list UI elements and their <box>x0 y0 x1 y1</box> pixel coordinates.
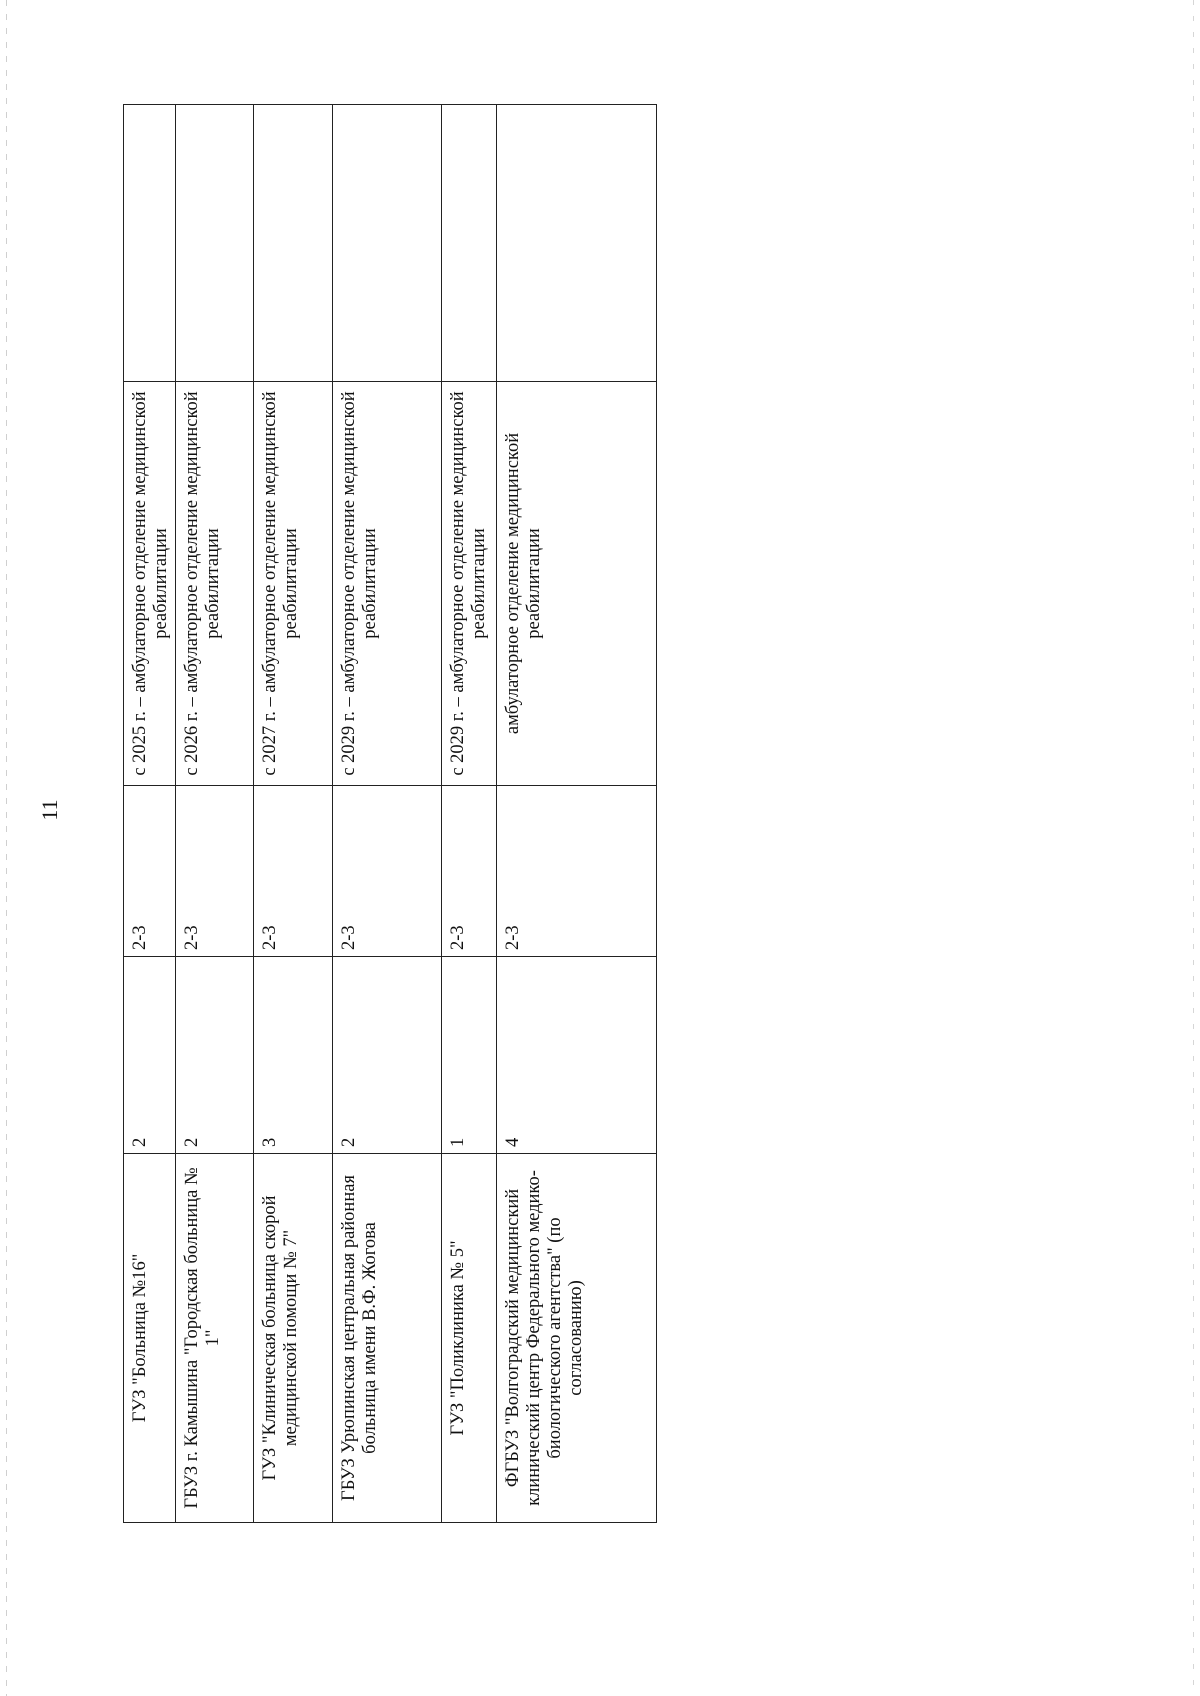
description-cell: амбулаторное отделение медицинской реабилитации <box>497 382 657 786</box>
page-number: 11 <box>37 799 62 821</box>
extra-cell <box>333 105 442 382</box>
description-cell: с 2025 г. – амбулаторное отделение медицинской реабилитации <box>124 382 176 786</box>
scan-edge-left <box>6 0 7 1696</box>
description-cell: с 2029 г. – амбулаторное отделение медицинской реабилитации <box>442 382 497 786</box>
org-cell: ГБУЗ г. Камышина "Городская больница № 1" <box>176 1154 254 1523</box>
count-cell: 4 <box>497 957 657 1154</box>
level-cell: 2-3 <box>497 786 657 957</box>
table-row <box>497 105 657 1523</box>
table-row <box>442 105 497 1523</box>
extra-cell <box>497 105 657 382</box>
count-cell: 1 <box>442 957 497 1154</box>
extra-cell <box>124 105 176 382</box>
table-row <box>254 105 333 1523</box>
count-cell: 2 <box>333 957 442 1154</box>
scan-edge-right <box>1193 0 1194 1696</box>
table-row <box>333 105 442 1523</box>
rotated-table-inner <box>123 105 649 1523</box>
org-cell: ФГБУЗ "Волгоградский медицинский клинический центр Федерального медико-биологического агентства" (по согласованию) <box>497 1154 657 1523</box>
table-row <box>176 105 254 1523</box>
extra-cell <box>176 105 254 382</box>
level-cell: 2-3 <box>124 786 176 957</box>
rotated-table-container <box>123 105 649 1523</box>
description-cell: с 2029 г. – амбулаторное отделение медицинской реабилитации <box>333 382 442 786</box>
description-cell: с 2027 г. – амбулаторное отделение медицинской реабилитации <box>254 382 333 786</box>
level-cell: 2-3 <box>442 786 497 957</box>
org-cell: ГУЗ "Больница №16" <box>124 1154 176 1523</box>
extra-cell <box>254 105 333 382</box>
level-cell: 2-3 <box>176 786 254 957</box>
count-cell: 3 <box>254 957 333 1154</box>
level-cell: 2-3 <box>254 786 333 957</box>
level-cell: 2-3 <box>333 786 442 957</box>
description-cell: с 2026 г. – амбулаторное отделение медицинской реабилитации <box>176 382 254 786</box>
org-cell: ГУЗ "Клиническая больница скорой медицинской помощи № 7" <box>254 1154 333 1523</box>
org-cell: ГБУЗ Урюпинская центральная районная больница имени В.Ф. Жогова <box>333 1154 442 1523</box>
count-cell: 2 <box>176 957 254 1154</box>
table-row <box>124 105 176 1523</box>
count-cell: 2 <box>124 957 176 1154</box>
facilities-table <box>123 104 657 1523</box>
org-cell: ГУЗ "Поликлиника № 5" <box>442 1154 497 1523</box>
extra-cell <box>442 105 497 382</box>
